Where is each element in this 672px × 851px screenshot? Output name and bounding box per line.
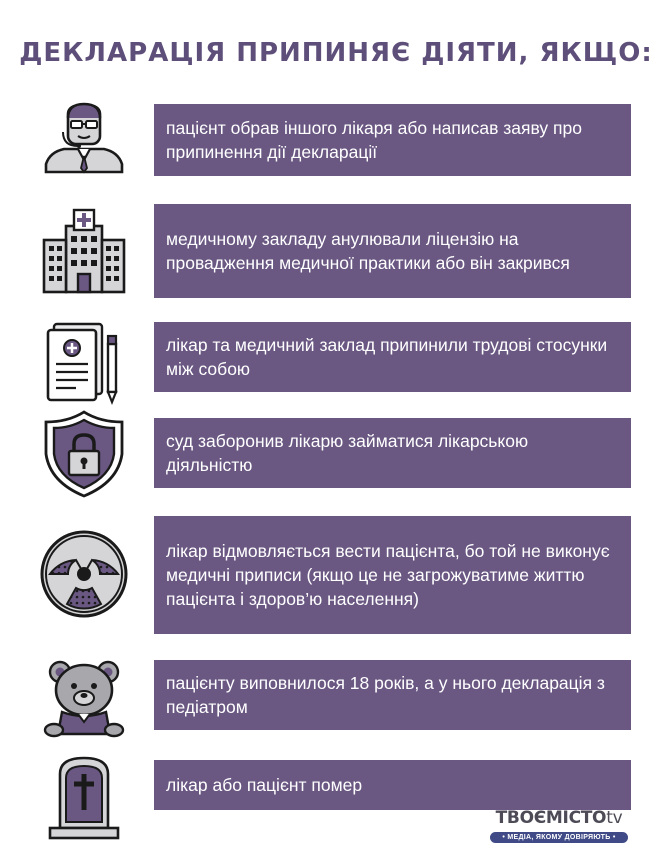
shield-lock-icon [38,408,130,500]
item-text-box [154,760,631,810]
document-icon [38,318,130,410]
item-text-box [154,418,631,488]
doctor-icon [38,94,130,186]
item-text-box [154,660,631,730]
item-text: суд заборонив лікарю займатися лікарською діяльністю [166,431,529,475]
list-item [0,318,672,394]
radiation-icon [38,528,130,620]
item-text-box [154,516,631,634]
teddy-bear-icon [38,650,130,742]
item-text-box [154,204,631,298]
item-text-box [154,322,631,392]
item-text: лікар або пацієнт помер [166,775,363,795]
page-title: ДЕКЛАРАЦІЯ ПРИПИНЯЄ ДІЯТИ, ЯКЩО: [19,38,653,68]
logo-tagline: • МЕДІА, ЯКОМУ ДОВІРЯЮТЬ • [490,832,628,843]
list-item [0,756,672,816]
item-text: пацієнт обрав іншого лікаря або написав заяву про припинення дії декларації [166,118,582,162]
list-item [0,656,672,732]
brand-logo [486,808,632,844]
item-text: лікар відмовляється вести пацієнта, бо той не виконує медичні приписи (якщо це не загрожуватиме життю пацієнта і здоров’ю населення) [166,541,610,609]
item-text: медичному закладу анулювали ліцензію на провадження медичної практики або він закрився [166,229,570,273]
hospital-icon [38,204,130,296]
list-item [0,414,672,490]
gravestone-icon [38,750,130,842]
list-item [0,100,672,180]
item-text-box [154,104,631,176]
list-item [0,200,672,298]
list-item [0,512,672,636]
item-text: лікар та медичний заклад припинили трудові стосунки між собою [166,335,608,379]
logo-name: ТВОЄМІСТОtv [495,808,623,828]
item-text: пацієнту виповнилося 18 років, а у нього декларація з педіатром [166,673,605,717]
